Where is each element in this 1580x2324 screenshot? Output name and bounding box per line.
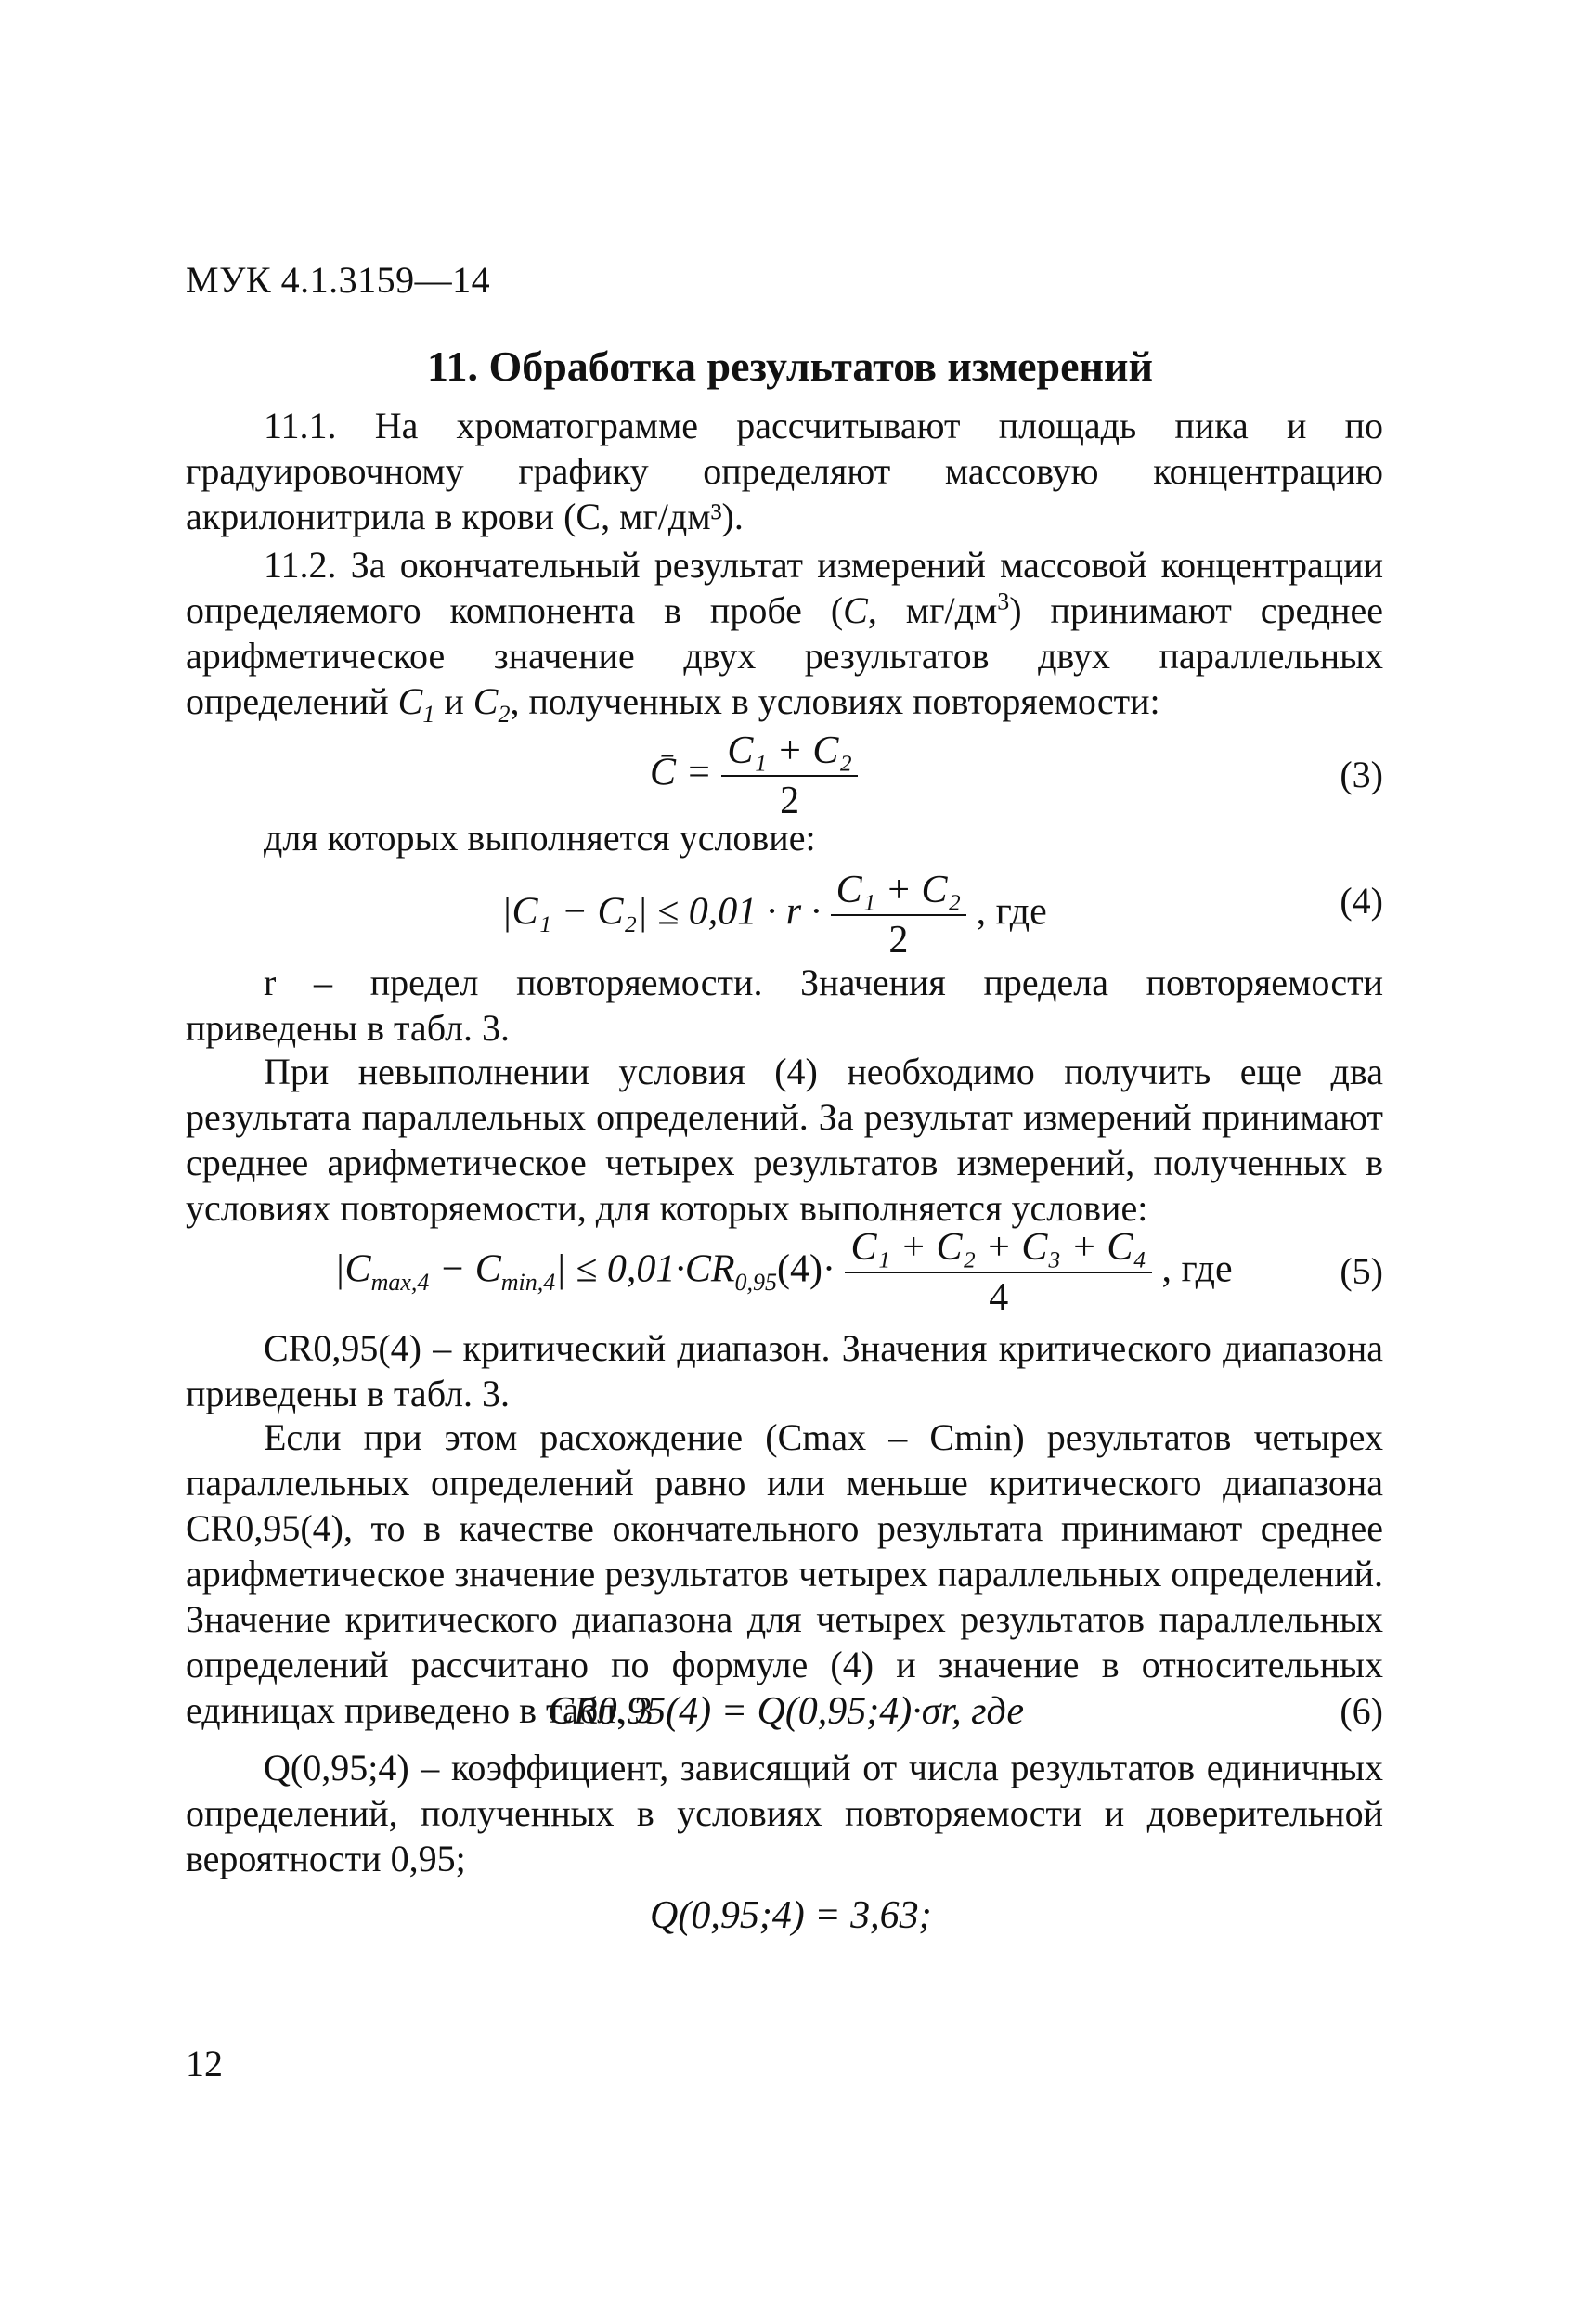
paragraph-q: Q(0,95;4) – коэффициент, зависящий от числа результатов единичных определений, полученных в условиях повторяемости и доверительной вероятности 0,95;	[186, 1747, 1383, 1879]
p112-sup: 3	[997, 587, 1010, 615]
paragraph-fail: При невыполнении условия (4) необходимо получить еще два результата параллельных определений. За результат измерений принимают среднее арифметическое четырех результатов измерений, полученных в условиях повторяемости, для которых выполняется условие:	[186, 1051, 1383, 1229]
page-number: 12	[186, 2043, 223, 2085]
formula6-number: (6)	[1340, 1690, 1383, 1732]
formula4-fraction	[831, 868, 967, 962]
paragraph-r: r – предел повторяемости. Значения предела повторяемости приведены в табл. 3.	[186, 962, 1383, 1049]
formula3-fraction	[721, 729, 858, 823]
formula5-sub-max: max,4	[370, 1269, 430, 1297]
p112-c1: C	[397, 680, 423, 722]
formula7-text: Q(0,95;4) = 3,63;	[650, 1894, 932, 1937]
paragraph-11-2	[186, 542, 1383, 728]
formula3-numerator: C₁ + C₂	[721, 729, 858, 777]
formula5-lhs: |C	[334, 1247, 371, 1291]
formula5-sub-cr: 0,95	[734, 1269, 778, 1297]
formula5-mid: − C	[429, 1247, 501, 1291]
p112-c: С	[843, 589, 868, 631]
formula3-lhs: C̄ =	[650, 751, 712, 794]
formula4-number: (4)	[1340, 880, 1383, 922]
formula5-suffix: , где	[1161, 1247, 1233, 1291]
formula3-denominator: 2	[780, 780, 800, 822]
section-title: 11. Обработка результатов измерений	[426, 342, 1154, 390]
p112-and: и	[434, 680, 473, 722]
formula6-text: CR0,95(4) = Q(0,95;4)·σr, где	[548, 1690, 1024, 1733]
document-code: МУК 4.1.3159—14	[186, 259, 491, 301]
paragraph-if: Если при этом расхождение (Cmax – Cmin) результатов четырех параллельных определений равно или меньше критического диапазона CR0,95(4), то в качестве окончательного результата принимают среднее арифметическое значение результатов четырех параллельных определений. Значение критического диапазона для четырех результатов параллельных определений рассчитано по формуле (4) и значение в относительных единицах приведено в табл. 3	[186, 1416, 1383, 1731]
formula4-suffix: , где	[976, 890, 1047, 934]
p112-s2: 2	[498, 701, 511, 728]
p112-c2: C	[473, 680, 499, 722]
formula5-numerator: C₁ + C₂ + C₃ + C₄	[845, 1225, 1152, 1273]
formula5-sub-min: min,4	[500, 1269, 556, 1297]
formula5-rhs: | ≤ 0,01·CR	[555, 1247, 735, 1291]
formula5-rhs2: (4)·	[777, 1247, 835, 1291]
p112-tail: , полученных в условиях повторяемости:	[510, 680, 1160, 722]
formula3-number: (3)	[1340, 754, 1383, 795]
p112-lead: 11.2. За окончательный результат измерений массовой концентрации определяемого компонента в пробе (	[186, 544, 1383, 631]
formula4-denominator: 2	[888, 919, 909, 962]
condition-intro: для которых выполняется условие:	[264, 817, 816, 859]
paragraph-11-1: 11.1. На хроматограмме рассчитывают площадь пика и по градуировочному графику определяют массовую концентрацию акрилонитрила в крови (С, мг/дм³).	[186, 405, 1383, 537]
p112-s1: 1	[422, 701, 435, 728]
formula5-number: (5)	[1340, 1250, 1383, 1292]
formula4-lhs: |C₁ − C₂| ≤ 0,01 · r ·	[501, 890, 822, 934]
p112-rest: ) принимают среднее арифметическое значение двух результатов двух параллельных определений	[186, 589, 1383, 722]
formula5-fraction	[845, 1225, 1152, 1320]
formula5-denominator: 4	[989, 1276, 1009, 1319]
formula4-numerator: C₁ + C₂	[831, 868, 967, 916]
paragraph-cr: CR0,95(4) – критический диапазон. Значения критического диапазона приведены в табл. 3.	[186, 1327, 1383, 1414]
p112-unit: , мг/дм	[867, 589, 998, 631]
